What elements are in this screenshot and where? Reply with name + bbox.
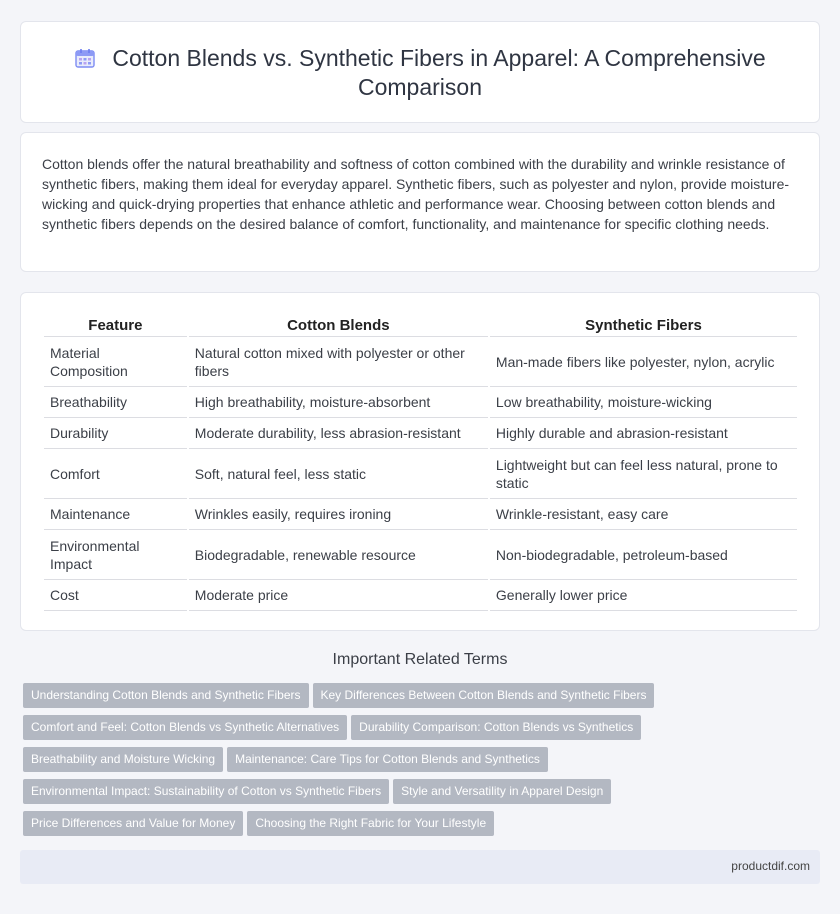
related-tag[interactable]: Environmental Impact: Sustainability of Cotton vs Synthetic Fibers [23,779,389,804]
intro-card [20,132,820,272]
tag-row [23,747,803,779]
synthetic-cell: Highly durable and abrasion-resistant [490,418,797,449]
header-cotton-blends: Cotton Blends [189,315,488,337]
feature-cell: Breathability [44,387,187,418]
comparison-table-card [20,292,820,631]
tag-row [23,779,803,811]
related-tag[interactable]: Style and Versatility in Apparel Design [393,779,611,804]
synthetic-cell: Wrinkle-resistant, easy care [490,499,797,530]
tag-row [23,715,803,747]
related-tag[interactable]: Understanding Cotton Blends and Synthetic Fibers [23,683,309,708]
related-tag[interactable]: Comfort and Feel: Cotton Blends vs Synthetic Alternatives [23,715,347,740]
table-row [44,387,797,418]
footer [20,850,820,884]
cotton-cell: Moderate durability, less abrasion-resistant [189,418,488,449]
related-tag[interactable]: Durability Comparison: Cotton Blends vs Synthetics [351,715,641,740]
cotton-cell: Moderate price [189,580,488,611]
synthetic-cell: Generally lower price [490,580,797,611]
footer-site-link[interactable]: productdif.com [731,859,810,873]
related-tags [23,683,803,843]
feature-cell: Maintenance [44,499,187,530]
header-feature: Feature [44,315,187,337]
feature-cell: Material Composition [44,337,187,387]
comparison-table [42,315,799,611]
related-tag[interactable]: Key Differences Between Cotton Blends and Synthetic Fibers [313,683,655,708]
table-row [44,530,797,580]
related-tag[interactable]: Choosing the Right Fabric for Your Lifestyle [247,811,494,836]
cotton-cell: High breathability, moisture-absorbent [189,387,488,418]
related-terms-title: Important Related Terms [332,651,508,668]
feature-cell: Durability [44,418,187,449]
synthetic-cell: Non-biodegradable, petroleum-based [490,530,797,580]
related-tag[interactable]: Breathability and Moisture Wicking [23,747,223,772]
cotton-cell: Wrinkles easily, requires ironing [189,499,488,530]
synthetic-cell: Lightweight but can feel less natural, prone to static [490,449,797,499]
title-wrap [21,44,819,102]
cotton-cell: Natural cotton mixed with polyester or other fibers [189,337,488,387]
table-row [44,337,797,387]
intro-paragraph: Cotton blends offer the natural breathability and softness of cotton combined with the durability and wrinkle resistance of synthetic fibers, making them ideal for everyday apparel. Synthetic fibers, such as polyester and nylon, provide moisture-wicking and quick-drying properties that enhance athletic and performance wear. Choosing between cotton blends and synthetic fibers depends on the desired balance of comfort, functionality, and maintenance for specific clothing needs. [42,156,790,232]
calendar-icon [74,47,96,69]
related-tag[interactable]: Maintenance: Care Tips for Cotton Blends and Synthetics [227,747,548,772]
tag-row [23,683,803,715]
feature-cell: Environmental Impact [44,530,187,580]
page-title-text: Cotton Blends vs. Synthetic Fibers in Apparel: A Comprehensive Comparison [112,45,766,100]
related-tag[interactable]: Price Differences and Value for Money [23,811,243,836]
tag-row [23,811,803,843]
feature-cell: Cost [44,580,187,611]
header-synthetic-fibers: Synthetic Fibers [490,315,797,337]
table-header-row [44,315,797,337]
cotton-cell: Soft, natural feel, less static [189,449,488,499]
table-row [44,449,797,499]
table-row [44,418,797,449]
cotton-cell: Biodegradable, renewable resource [189,530,488,580]
table-row [44,499,797,530]
synthetic-cell: Low breathability, moisture-wicking [490,387,797,418]
table-row [44,580,797,611]
page-title [61,44,779,102]
header-card [20,21,820,123]
synthetic-cell: Man-made fibers like polyester, nylon, acrylic [490,337,797,387]
feature-cell: Comfort [44,449,187,499]
